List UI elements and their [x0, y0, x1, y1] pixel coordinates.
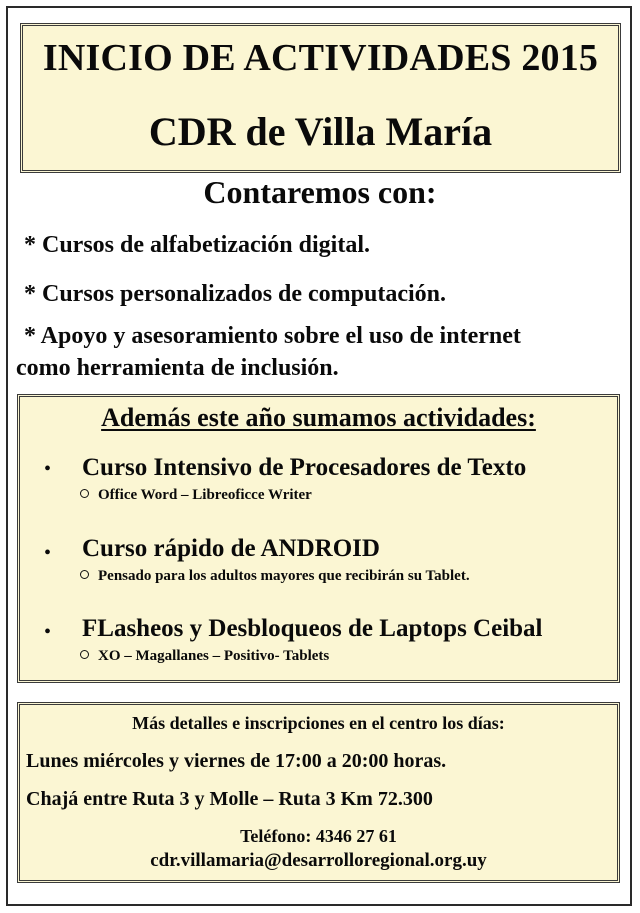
bullet-icon: • — [44, 621, 52, 643]
feature-item: * Cursos personalizados de computación. — [24, 281, 447, 307]
activity-title: Curso rápido de ANDROID — [82, 535, 380, 562]
activity-detail — [80, 646, 329, 666]
email-link[interactable]: cdr.villamaria@desarrolloregional.org.uy — [150, 850, 487, 871]
activity-detail — [80, 566, 470, 586]
details-box — [17, 702, 620, 883]
feature-item-continuation: como herramienta de inclusión. — [16, 355, 339, 381]
circle-bullet-icon — [80, 650, 89, 659]
header-title: INICIO DE ACTIVIDADES 2015 — [42, 37, 599, 79]
intro-heading: Contaremos con: — [203, 174, 437, 210]
phone-text: Teléfono: 4346 27 61 — [240, 826, 397, 846]
circle-bullet-icon — [80, 489, 89, 498]
activity-title: FLasheos y Desbloqueos de Laptops Ceibal — [82, 615, 543, 642]
activity-detail-text: Pensado para los adultos mayores que recibirán su Tablet. — [98, 568, 470, 584]
activities-box — [17, 394, 620, 683]
feature-item: * Cursos de alfabetización digital. — [24, 232, 370, 258]
bullet-icon: • — [44, 542, 52, 564]
activity-title: Curso Intensivo de Procesadores de Texto — [82, 454, 527, 481]
header-subtitle: CDR de Villa María — [148, 109, 493, 154]
address-text: Chajá entre Ruta 3 y Molle – Ruta 3 Km 72.300 — [26, 788, 433, 810]
schedule-text: Lunes miércoles y viernes de 17:00 a 20:00 horas. — [26, 750, 447, 772]
details-heading: Más detalles e inscripciones en el centro los días: — [132, 713, 505, 733]
activity-detail-text: Office Word – Libreoficce Writer — [98, 487, 312, 503]
feature-item: * Apoyo y asesoramiento sobre el uso de internet — [24, 323, 521, 349]
header-box — [20, 23, 621, 173]
activity-detail — [80, 485, 312, 505]
activity-detail-text: XO – Magallanes – Positivo- Tablets — [98, 648, 330, 664]
circle-bullet-icon — [80, 570, 89, 579]
bullet-icon: • — [44, 458, 52, 480]
activities-heading: Además este año sumamos actividades: — [101, 403, 536, 432]
